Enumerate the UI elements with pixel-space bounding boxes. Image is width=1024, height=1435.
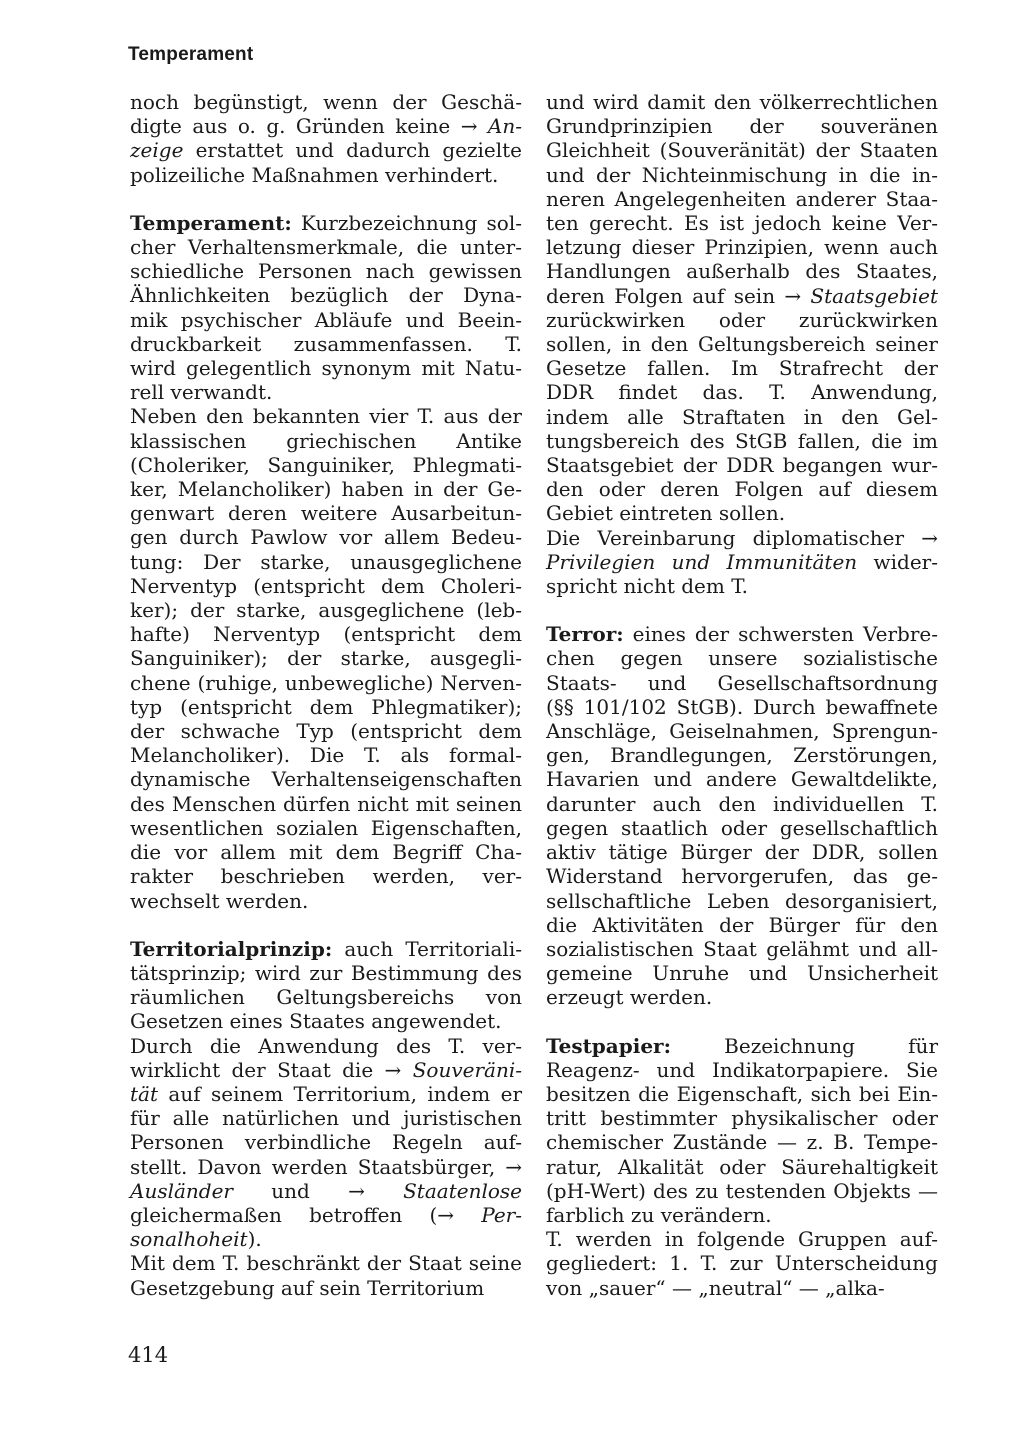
text-line <box>546 840 938 864</box>
text-run: Handlungen außerhalb des Staates, <box>546 259 938 284</box>
text-run: gen, Brandlegungen, Zerstörungen, <box>546 743 938 768</box>
text-line <box>546 1155 938 1179</box>
text-run: tungsbereich des StGB fallen, die im <box>546 428 938 453</box>
text-line <box>546 332 938 356</box>
text-line <box>130 550 522 574</box>
text-line <box>546 114 938 138</box>
text-line <box>546 380 938 404</box>
text-line <box>546 477 938 501</box>
text-line <box>130 1058 522 1082</box>
cross-reference: Staatsgebiet <box>810 283 938 308</box>
text-line <box>546 1251 938 1275</box>
text-line <box>546 526 938 550</box>
text-run: Bezeichnung für <box>670 1033 938 1058</box>
running-head: Temperament <box>128 44 254 65</box>
text-line <box>546 1276 938 1300</box>
text-line <box>546 719 938 743</box>
text-line <box>130 90 522 114</box>
text-line <box>546 259 938 283</box>
text-run: Reagenz- und Indikatorpapiere. Sie <box>546 1057 938 1082</box>
text-line <box>130 1009 522 1033</box>
text-line <box>130 840 522 864</box>
cross-reference: zeige <box>130 138 184 163</box>
text-line <box>130 816 522 840</box>
text-line <box>546 405 938 429</box>
text-run: rakter beschrieben werden, ver- <box>130 864 522 889</box>
text-line <box>130 622 522 646</box>
text-line <box>546 187 938 211</box>
text-line <box>130 380 522 404</box>
text-run: rell verwandt. <box>130 380 273 405</box>
text-line <box>546 163 938 187</box>
text-run: Gesetzgebung auf sein Territorium <box>130 1275 485 1300</box>
text-line <box>130 332 522 356</box>
text-run: und → <box>233 1178 404 1203</box>
text-line <box>130 1155 522 1179</box>
text-run: eines der schwersten Verbre- <box>623 622 938 647</box>
text-run: Mit dem T. beschränkt der Staat seine <box>130 1251 522 1276</box>
text-line <box>130 1276 522 1300</box>
text-run: Nerventyp (entspricht dem Choleri- <box>130 573 522 598</box>
text-line <box>130 574 522 598</box>
text-line <box>546 211 938 235</box>
text-run: tätsprinzip; wird zur Bestimmung des <box>130 960 522 985</box>
text-line <box>546 1058 938 1082</box>
text-run: Neben den bekannten vier T. aus der <box>130 404 522 429</box>
entry-term: Territorialprinzip: <box>130 936 333 961</box>
text-run: druckbarkeit zusammenfassen. T. <box>130 331 522 356</box>
text-run: des Menschen dürfen nicht mit seinen <box>130 791 522 816</box>
text-line <box>130 598 522 622</box>
text-run: gegen staatlich oder gesellschaftlich <box>546 815 938 840</box>
text-line <box>130 719 522 743</box>
text-run: Havarien und andere Gewaltdelikte, <box>546 767 938 792</box>
text-run: indem alle Straftaten in den Gel- <box>546 404 938 429</box>
text-run: sozialistischen Staat gelähmt und all- <box>546 936 938 961</box>
text-line <box>130 1251 522 1275</box>
text-run: Gebiet eintreten sollen. <box>546 501 786 526</box>
cross-reference: Ausländer <box>130 1178 233 1203</box>
text-line <box>130 1203 522 1227</box>
text-run: T. werden in folgende Gruppen auf- <box>546 1227 938 1252</box>
paragraph <box>130 211 522 405</box>
text-line <box>546 429 938 453</box>
paragraph-gap <box>546 1010 938 1034</box>
text-line <box>546 671 938 695</box>
text-line <box>546 453 938 477</box>
text-line <box>546 622 938 646</box>
text-run: letzung dieser Prinzipien, wenn auch <box>546 235 938 260</box>
text-line <box>546 646 938 670</box>
text-run: erzeugt werden. <box>546 985 713 1010</box>
text-run: digte aus o. g. Gründen keine → <box>130 114 488 139</box>
text-run: auf seinem Territorium, indem er <box>158 1081 522 1106</box>
text-run: die Aktivitäten der Bürger für den <box>546 912 938 937</box>
paragraph <box>546 1034 938 1228</box>
text-line <box>130 985 522 1009</box>
text-run: deren Folgen auf sein → <box>546 283 811 308</box>
text-run: für alle natürlichen und juristischen <box>130 1106 522 1131</box>
text-line <box>546 1082 938 1106</box>
text-line <box>130 646 522 670</box>
text-run: mik psychischer Abläufe und Beein- <box>130 307 522 332</box>
text-line <box>130 404 522 428</box>
text-run: chene (ruhige, unbewegliche) Nerven- <box>130 670 522 695</box>
text-run: ker, Melancholiker) haben in der Ge- <box>130 477 522 502</box>
text-line <box>546 816 938 840</box>
text-line <box>546 1227 938 1251</box>
text-run: (pH-Wert) des zu testenden Objekts — <box>546 1178 938 1203</box>
text-line <box>130 961 522 985</box>
text-line <box>546 550 938 574</box>
text-line <box>546 90 938 114</box>
paragraph <box>130 1034 522 1252</box>
text-line <box>546 235 938 259</box>
text-line <box>130 1179 522 1203</box>
text-run: die vor allem mit dem Begriff Cha- <box>130 840 522 865</box>
text-line <box>130 792 522 816</box>
text-run: den oder deren Folgen auf diesem <box>546 477 938 502</box>
paragraph <box>546 90 938 526</box>
text-line <box>130 138 522 162</box>
text-run: dynamische Verhaltenseigenschaften <box>130 767 522 792</box>
text-line <box>130 1034 522 1058</box>
paragraph-gap <box>130 187 522 211</box>
text-line <box>546 913 938 937</box>
text-run: noch begünstigt, wenn der Geschä- <box>130 90 522 114</box>
paragraph-gap <box>546 598 938 622</box>
text-line <box>546 889 938 913</box>
text-run: sellschaftliche Leben desorganisiert, <box>546 888 938 913</box>
text-line <box>130 235 522 259</box>
text-run: Gesetzen eines Staates angewendet. <box>130 1009 502 1034</box>
text-run: polizeiliche Maßnahmen verhindert. <box>130 162 499 187</box>
text-line <box>130 525 522 549</box>
text-line <box>130 356 522 380</box>
text-run: spricht nicht dem T. <box>546 574 748 599</box>
text-run: aktiv tätige Bürger der DDR, sollen <box>546 840 938 865</box>
left-column <box>130 90 522 1300</box>
text-run: wesentlichen sozialen Eigenschaften, <box>130 815 522 840</box>
text-run: wider- <box>857 549 938 574</box>
text-run: Die Vereinbarung diplomatischer → <box>546 525 938 550</box>
text-line <box>546 308 938 332</box>
paragraph <box>130 1251 522 1299</box>
cross-reference: sonalhoheit <box>130 1227 248 1252</box>
text-line <box>130 1227 522 1251</box>
paragraph <box>130 937 522 1034</box>
text-run: neren Angelegenheiten anderer Staa- <box>546 186 938 211</box>
text-line <box>546 937 938 961</box>
text-run: der schwache Typ (entspricht dem <box>130 719 522 744</box>
text-line <box>546 1034 938 1058</box>
paragraph <box>546 526 938 599</box>
paragraph <box>130 404 522 912</box>
text-line <box>130 114 522 138</box>
text-run: zurückwirken oder zurückwirken <box>546 307 938 332</box>
text-run: typ (entspricht dem Phlegmatiker); <box>130 694 522 719</box>
text-line <box>130 671 522 695</box>
text-run: Grundprinzipien der souveränen <box>546 114 938 139</box>
text-run: und der Nichteinmischung in die in- <box>546 162 938 187</box>
text-run: sollen, in den Geltungsbereich seiner <box>546 332 938 357</box>
text-run: Ähnlichkeiten bezüglich der Dyna- <box>130 283 522 308</box>
text-line <box>130 1106 522 1130</box>
page-number: 414 <box>128 1343 169 1367</box>
text-line <box>546 138 938 162</box>
text-line <box>546 695 938 719</box>
text-run: ratur, Alkalität oder Säurehaltigkeit <box>546 1154 938 1179</box>
text-run: räumlichen Geltungsbereichs von <box>130 985 522 1010</box>
cross-reference: tät <box>130 1081 158 1106</box>
text-run: ). <box>247 1227 262 1252</box>
text-line <box>130 1130 522 1154</box>
text-line <box>130 1082 522 1106</box>
text-line <box>130 767 522 791</box>
text-run: ten gerecht. Es ist jedoch keine Ver- <box>546 211 938 236</box>
text-line <box>130 501 522 525</box>
text-line <box>546 501 938 525</box>
text-run: gen durch Pawlow vor allem Bedeu- <box>130 525 522 550</box>
right-column <box>546 90 938 1300</box>
text-run: Durch die Anwendung des T. ver- <box>130 1033 522 1058</box>
text-line <box>546 1179 938 1203</box>
text-line <box>546 985 938 1009</box>
text-line <box>130 889 522 913</box>
text-line <box>130 429 522 453</box>
text-run: DDR findet das. T. Anwendung, <box>546 380 938 405</box>
text-run: Widerstand hervorgerufen, das ge- <box>546 864 938 889</box>
text-run: Staats- und Gesellschaftsordnung <box>546 670 938 695</box>
text-run: ker); der starke, ausgeglichene (leb- <box>130 598 522 623</box>
text-line <box>130 163 522 187</box>
text-line <box>130 743 522 767</box>
text-run: tritt bestimmter physikalischer oder <box>546 1106 938 1131</box>
text-run: und wird damit den völkerrechtlichen <box>546 90 938 114</box>
entry-term: Testpapier: <box>546 1033 671 1058</box>
text-run: farblich zu verändern. <box>546 1202 772 1227</box>
text-line <box>130 864 522 888</box>
text-run: cher Verhaltensmerkmale, die unter- <box>130 235 522 260</box>
text-run: von „sauer“ — „neutral“ — „alka- <box>546 1275 885 1300</box>
text-run: chen gegen unsere sozialistische <box>546 646 938 671</box>
text-line <box>546 743 938 767</box>
cross-reference: Per- <box>481 1202 522 1227</box>
text-run: schiedliche Personen nach gewissen <box>130 259 522 284</box>
paragraph <box>546 1227 938 1300</box>
text-run: Kurzbezeichnung sol- <box>291 210 522 235</box>
text-run: stellt. Davon werden Staatsbürger, → <box>130 1154 522 1179</box>
text-line <box>130 259 522 283</box>
text-run: chemischer Zustände — z. B. Tempe- <box>546 1130 938 1155</box>
text-run: Personen verbindliche Regeln auf- <box>130 1130 522 1155</box>
text-run: darunter auch den individuellen T. <box>546 791 938 816</box>
text-run: (Choleriker, Sanguiniker, Phlegmati- <box>130 452 522 477</box>
text-line <box>130 937 522 961</box>
cross-reference: Souveräni- <box>412 1057 522 1082</box>
text-run: genwart deren weitere Ausarbeitun- <box>130 501 522 526</box>
text-line <box>546 1106 938 1130</box>
text-run: tung: Der starke, unausgeglichene <box>130 549 522 574</box>
text-run: Sanguiniker); der starke, ausgegli- <box>130 646 522 671</box>
text-line <box>130 283 522 307</box>
text-line <box>130 308 522 332</box>
text-run: wirklicht der Staat die → <box>130 1057 413 1082</box>
text-line <box>546 864 938 888</box>
text-run: besitzen die Eigenschaft, sich bei Ein- <box>546 1081 938 1106</box>
text-run: gemeine Unruhe und Unsicherheit <box>546 961 938 986</box>
cross-reference: Privilegien und Immunitäten <box>546 549 858 574</box>
text-line <box>546 1130 938 1154</box>
text-run: gleichermaßen betroffen (→ <box>130 1202 482 1227</box>
text-line <box>546 767 938 791</box>
text-run: Anschläge, Geiselnahmen, Sprengun- <box>546 719 938 744</box>
entry-term: Terror: <box>546 622 624 647</box>
text-line <box>546 574 938 598</box>
cross-reference: Staatenlose <box>403 1178 522 1203</box>
text-line <box>546 1203 938 1227</box>
text-run: Gesetze fallen. Im Strafrecht der <box>546 356 938 381</box>
text-run: (§§ 101/102 StGB). Durch bewaffnete <box>546 694 938 719</box>
text-run: Melancholiker). Die T. als formal- <box>130 743 522 768</box>
text-line <box>546 284 938 308</box>
text-line <box>546 961 938 985</box>
text-run: klassischen griechischen Antike <box>130 428 522 453</box>
text-run: wird gelegentlich synonym mit Natu- <box>130 356 522 381</box>
paragraph-gap <box>130 913 522 937</box>
text-line <box>130 695 522 719</box>
text-line <box>546 792 938 816</box>
text-run: auch Territoriali- <box>332 936 522 961</box>
text-run: gegliedert: 1. T. zur Unterscheidung <box>546 1251 938 1276</box>
text-run: Staatsgebiet der DDR begangen wur- <box>546 453 938 478</box>
text-run: Gleichheit (Souveränität) der Staaten <box>546 138 938 163</box>
text-line <box>546 356 938 380</box>
text-line <box>130 477 522 501</box>
text-run: erstattet und dadurch gezielte <box>183 138 522 163</box>
paragraph <box>546 622 938 1009</box>
text-run: hafte) Nerventyp (entspricht dem <box>130 622 522 647</box>
cross-reference: An- <box>487 114 522 139</box>
text-line <box>130 211 522 235</box>
entry-term: Temperament: <box>130 210 292 235</box>
paragraph <box>130 90 522 187</box>
text-line <box>130 453 522 477</box>
text-run: wechselt werden. <box>130 888 309 913</box>
